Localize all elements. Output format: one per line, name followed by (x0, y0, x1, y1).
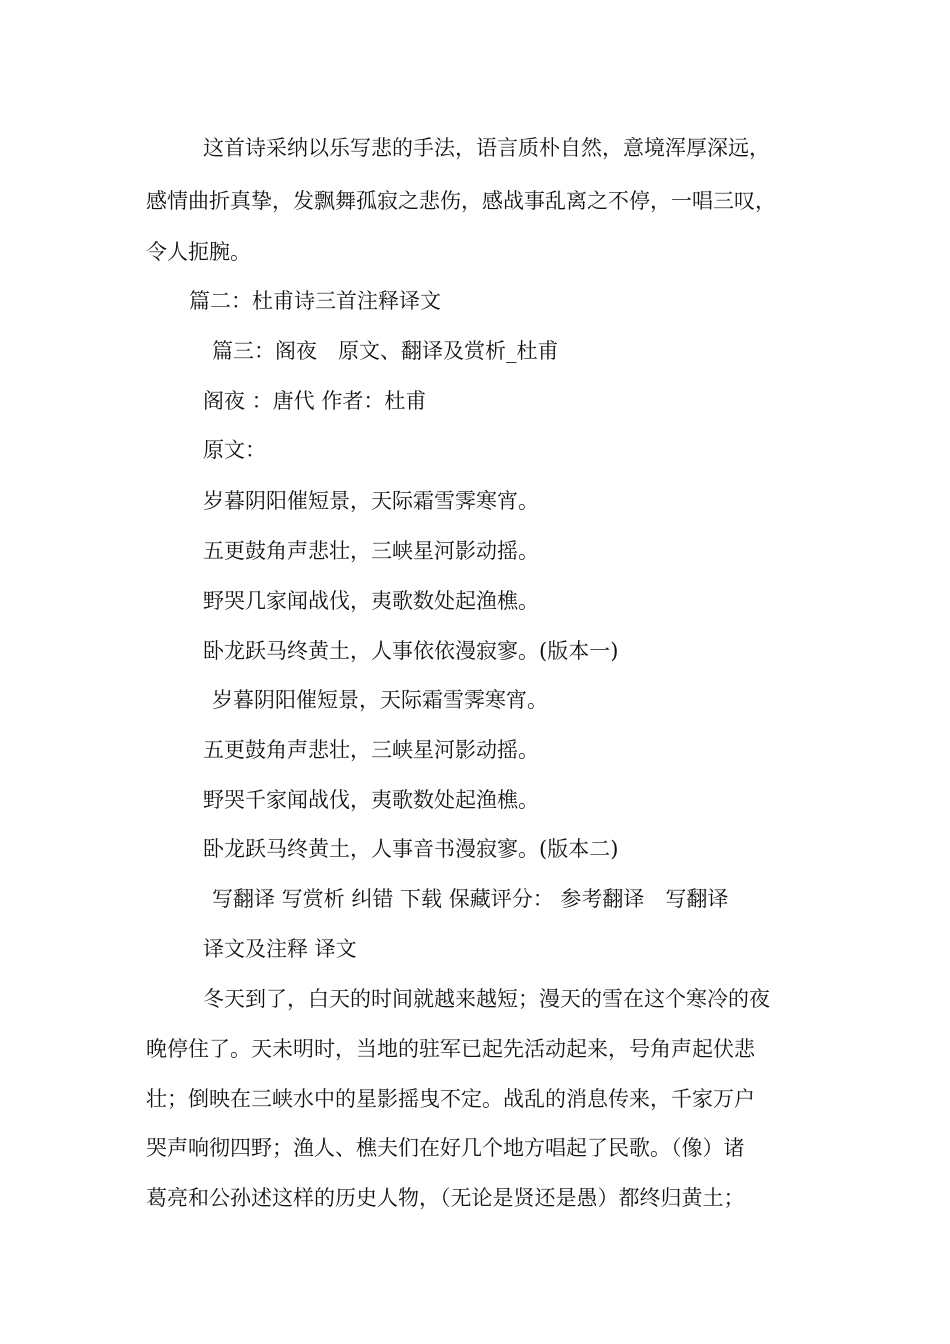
poem-v1-line-3: 野哭几家闻战伐，夷歌数处起渔樵。 (203, 589, 539, 613)
original-label: 原文： (203, 438, 266, 462)
poem-v1-line-4: 卧龙跃马终黄土，人事依依漫寂寥。(版本一) (203, 639, 619, 663)
translation-line-5: 葛亮和公孙述这样的历史人物，（无论是贤还是愚）都终归黄土； (146, 1186, 745, 1210)
poem-meta-line: 阁夜 ：唐代 作者：杜甫 (203, 389, 427, 413)
heading-part2: 篇二：杜甫诗三首注释译文 (189, 289, 441, 313)
intro-line-2: 感情曲折真挚，发飘舞孤寂之悲伤，感战事乱离之不停，一唱三叹， (146, 189, 776, 213)
intro-line-3: 令人扼腕。 (146, 240, 251, 264)
action-line: 写翻译 写赏析 纠错 下载 保藏评分： 参考翻译 写翻译 (212, 887, 729, 911)
translation-line-3: 壮；倒映在三峡水中的星影摇曳不定。战乱的消息传来，千家万户 (146, 1087, 755, 1111)
poem-v1-line-1: 岁暮阴阳催短景，天际霜雪霁寒宵。 (203, 489, 539, 513)
poem-v2-line-1: 岁暮阴阳催短景，天际霜雪霁寒宵。 (212, 688, 548, 712)
intro-line-1: 这首诗采纳以乐写悲的手法，语言质朴自然，意境浑厚深远， (203, 136, 770, 160)
translation-line-1: 冬天到了，白天的时间就越来越短；漫天的雪在这个寒冷的夜 (203, 987, 770, 1011)
poem-v2-line-4: 卧龙跃马终黄土，人事音书漫寂寥。(版本二) (203, 837, 619, 861)
section-label: 译文及注释 译文 (203, 937, 357, 961)
translation-line-4: 哭声响彻四野；渔人、樵夫们在好几个地方唱起了民歌。（像）诸 (146, 1136, 745, 1160)
translation-line-2: 晚停住了。天未明时，当地的驻军已起先活动起来，号角声起伏悲 (146, 1037, 755, 1061)
poem-v1-line-2: 五更鼓角声悲壮，三峡星河影动摇。 (203, 539, 539, 563)
heading-part3: 篇三：阁夜 原文、翻译及赏析_杜甫 (212, 339, 559, 363)
poem-v2-line-3: 野哭千家闻战伐，夷歌数处起渔樵。 (203, 788, 539, 812)
poem-v2-line-2: 五更鼓角声悲壮，三峡星河影动摇。 (203, 738, 539, 762)
